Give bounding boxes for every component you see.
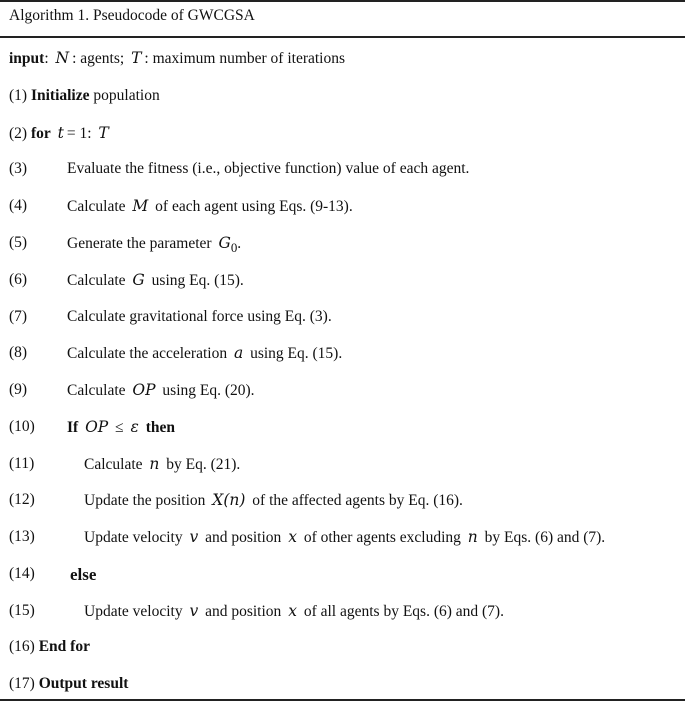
algorithm-line-1: (1) Initialize population xyxy=(9,87,160,104)
algorithm-line-9: (9) Calculate OP using Eq. (20). xyxy=(9,381,255,399)
algorithm-line-13: (13) Update velocity v and position x of other agents excluding n by Eqs. (6) and (7). xyxy=(9,528,606,546)
algorithm-line-2: (2) for t = 1: T xyxy=(9,124,109,142)
algorithm-line-8: (8) Calculate the acceleration a using Eq. (15). xyxy=(9,344,343,362)
algorithm-line-10: (10) If OP ≤ ε then xyxy=(9,418,175,436)
algorithm-line-11: (11) Calculate n by Eq. (21). xyxy=(9,455,241,473)
algorithm-line-7: (7) Calculate gravitational force using Eq. (3). xyxy=(9,308,332,325)
var-n: N xyxy=(55,49,70,67)
algorithm-caption: Algorithm 1. Pseudocode of GWCGSA xyxy=(9,7,255,24)
algorithm-line-17: (17) Output result xyxy=(9,675,129,692)
var-t: T xyxy=(131,49,142,67)
input-keyword: input xyxy=(9,50,45,67)
top-rule xyxy=(0,0,685,2)
algorithm-line-3: (3) Evaluate the fitness (i.e., objective function) value of each agent. xyxy=(9,160,470,177)
input-line: input: N : agents; T : maximum number of iterations xyxy=(9,49,346,67)
algorithm-line-16: (16) End for xyxy=(9,638,90,655)
algorithm-line-12: (12) Update the position X(n) of the affected agents by Eq. (16). xyxy=(9,491,463,509)
algorithm-line-15: (15) Update velocity v and position x of all agents by Eqs. (6) and (7). xyxy=(9,602,504,620)
algorithm-line-14: (14) else xyxy=(9,565,97,584)
header-rule xyxy=(0,36,685,38)
algorithm-line-4: (4) Calculate M of each agent using Eqs. (9-13). xyxy=(9,197,353,215)
algorithm-line-6: (6) Calculate G using Eq. (15). xyxy=(9,271,244,289)
bottom-rule xyxy=(0,699,685,701)
algorithm-line-5: (5) Generate the parameter $G_0$. xyxy=(9,234,242,256)
